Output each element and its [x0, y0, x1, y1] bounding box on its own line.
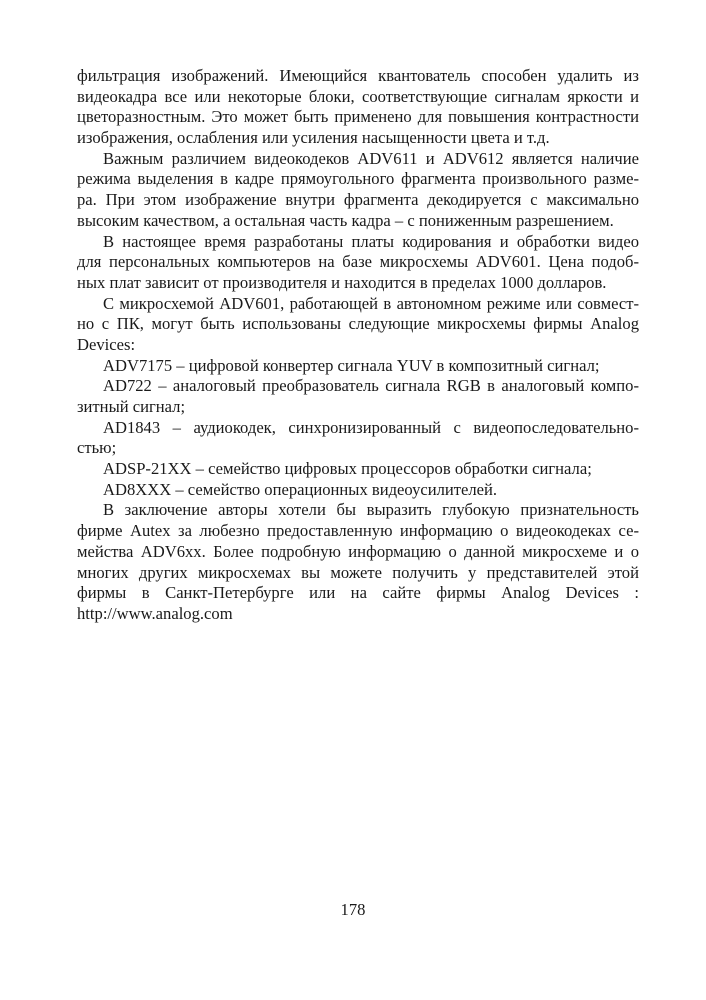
paragraph-1	[77, 66, 639, 149]
text-line: ных плат зависит от производителя и находится в пределах 1000 долларов.	[77, 272, 607, 292]
text-line: видеокадра все или некоторые блоки, соответствующие сигналам яркости и	[77, 86, 639, 106]
list-item-ad1843	[77, 418, 639, 459]
text-line: С микросхемой ADV601, работающей в автономном режиме или совмест-	[103, 293, 639, 313]
text-line: В настоящее время разработаны платы кодирования и обработки видео	[103, 231, 639, 251]
paragraph-conclusion	[77, 500, 639, 624]
list-item-adv7175	[77, 356, 639, 377]
text-line: стью;	[77, 438, 117, 458]
text-line: ра. При этом изображение внутри фрагмента декодируется с максимально	[77, 190, 639, 210]
text-line: AD722 – аналоговый преобразователь сигнала RGB в аналоговый компо-	[103, 376, 639, 396]
text-line: изображения, ослабления или усиления насыщенности цвета и т.д.	[77, 128, 550, 148]
text-line: ADSP-21XX – семейство цифровых процессоров обработки сигнала;	[103, 459, 592, 479]
list-item-adsp-21xx	[77, 459, 639, 480]
text-line: цветоразностным. Это может быть применено для повышения контрастности	[77, 107, 639, 127]
website-url: http://www.analog.com	[77, 603, 233, 623]
paragraph-3	[77, 232, 639, 294]
text-line: фирмы в Санкт-Петербурге или на сайте фирмы Analog Devices :	[77, 583, 639, 603]
text-line: высоким качеством, а остальная часть кадра – с пониженным разрешением.	[77, 210, 614, 230]
text-line: ADV7175 – цифровой конвертер сигнала YUV в композитный сигнал;	[103, 355, 600, 375]
paragraph-2	[77, 149, 639, 232]
text-line: но с ПК, могут быть использованы следующие микросхемы фирмы Analog	[77, 314, 639, 334]
document-body	[77, 66, 639, 625]
text-line: AD1843 – аудиокодек, синхронизированный с видеопоследовательно-	[103, 417, 639, 437]
text-line: Devices:	[77, 334, 136, 354]
text-line: для персональных компьютеров на базе микросхемы ADV601. Цена подоб-	[77, 252, 639, 272]
text-line: фирме Autex за любезно предоставленную информацию о видеокодеках се-	[77, 521, 639, 541]
text-line: Важным различием видеокодеков ADV611 и ADV612 является наличие	[103, 148, 639, 168]
page-number: 178	[340, 900, 366, 919]
text-line: режима выделения в кадре прямоугольного фрагмента произвольного разме-	[77, 169, 639, 189]
text-line: В заключение авторы хотели бы выразить глубокую признательность	[103, 500, 639, 520]
text-line: многих других микросхемах вы можете получить у представителей этой	[77, 562, 639, 582]
text-line: мейства ADV6xx. Более подробную информацию о данной микросхеме и о	[77, 541, 639, 561]
list-item-ad8xxx	[77, 480, 639, 501]
list-item-ad722	[77, 376, 639, 417]
paragraph-4	[77, 294, 639, 356]
text-line: зитный сигнал;	[77, 397, 186, 416]
text-line: AD8XXX – семейство операционных видеоусилителей.	[103, 479, 498, 499]
text-line: фильтрация изображений. Имеющийся квантователь способен удалить из	[77, 66, 639, 85]
